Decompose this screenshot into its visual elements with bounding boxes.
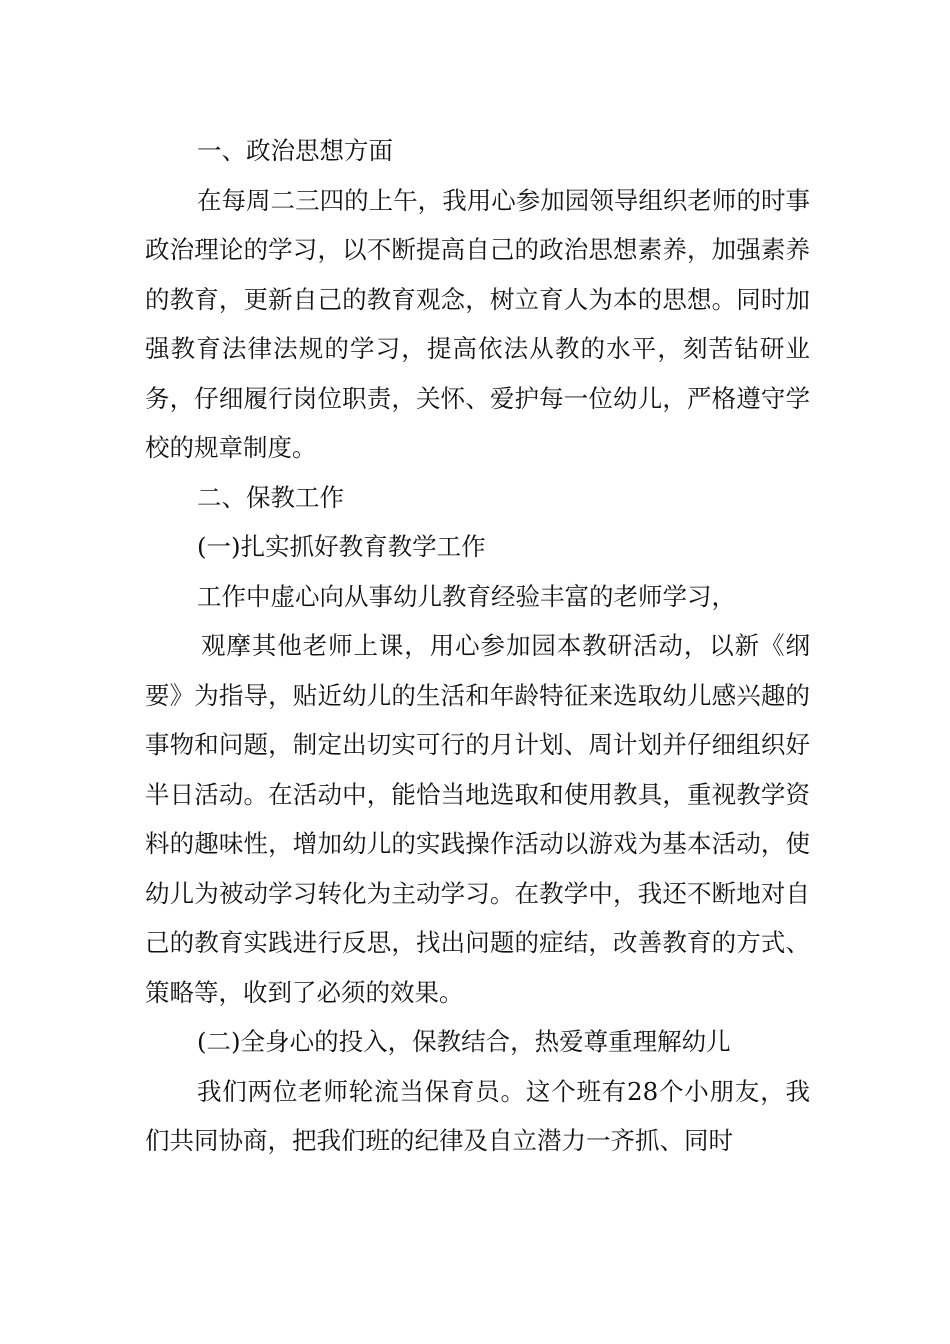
paragraph-learning: 工作中虚心向从事幼儿教育经验丰富的老师学习， — [197, 581, 736, 611]
document-body — [145, 126, 810, 1166]
section-heading-teaching: 二、保教工作 — [197, 482, 344, 512]
paragraph-politics: 在每周二三四的上午，我用心参加园领导组织老师的时事政治理论的学习，以不断提高自己的政治思想素养，加强素养的教育，更新自己的教育观念，树立育人为本的思想。同时加强教育法律法规的学习，提高依法从教的水平，刻苦钻研业务，仔细履行岗位职责，关怀、爱护每一位幼儿，严格遵守学校的规章制度。 — [145, 185, 810, 462]
paragraph-care: 我们两位老师轮流当保育员。这个班有28个小朋友，我们共同协商，把我们班的纪律及自立潜力一齐抓、同时 — [145, 1076, 810, 1155]
subsection-heading-2: (二)全身心的投入，保教结合，热爱尊重理解幼儿 — [197, 1027, 731, 1056]
subsection-heading-1: (一)扎实抓好教育教学工作 — [197, 532, 486, 561]
paragraph-observation: 观摩其他老师上课，用心参加园本教研活动，以新《纲要》为指导，贴近幼儿的生活和年龄特征来选取幼儿感兴趣的事物和问题，制定出切实可行的月计划、周计划并仔细组织好半日活动。在活动中，能恰当地选取和使用教具，重视教学资料的趣味性，增加幼儿的实践操作活动以游戏为基本活动，使幼儿为被动学习转化为主动学习。在教学中，我还不断地对自己的教育实践进行反思，找出问题的症结，改善教育的方式、策略等，收到了必须的效果。 — [145, 631, 810, 1007]
section-heading-politics: 一、政治思想方面 — [197, 136, 393, 165]
